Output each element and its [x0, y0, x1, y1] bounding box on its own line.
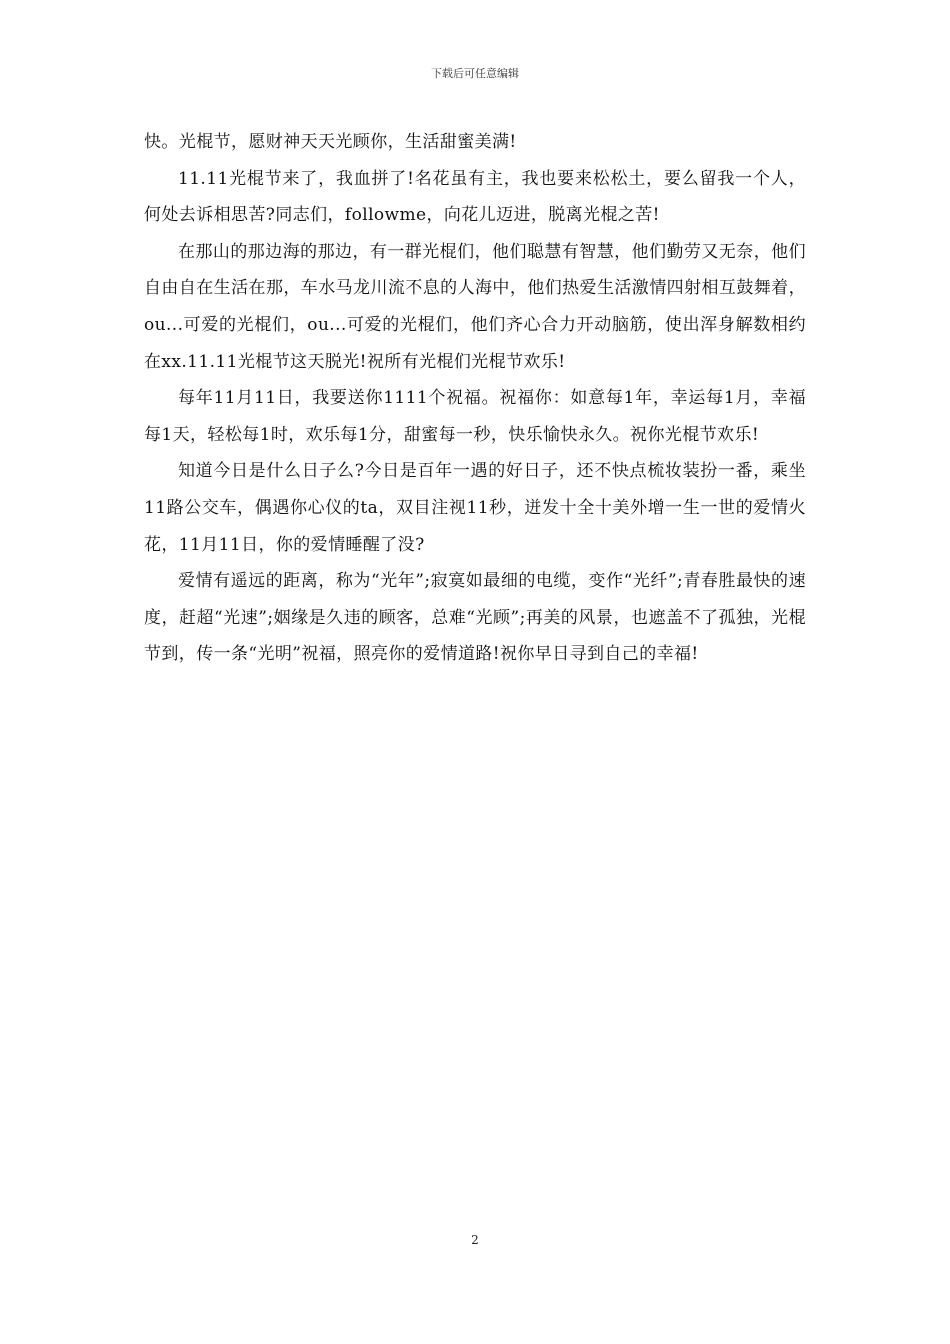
- paragraph: 每年11月11日，我要送你1111个祝福。祝福你：如意每1年，幸运每1月，幸福每1天，轻松每1时，欢乐每1分，甜蜜每一秒，快乐愉快永久。祝你光棍节欢乐!: [144, 388, 806, 445]
- document-body: [144, 124, 806, 673]
- paragraph: 在那山的那边海的那边，有一群光棍们，他们聪慧有智慧，他们勤劳又无奈，他们自由自在生活在那，车水马龙川流不息的人海中，他们热爱生活激情四射相互鼓舞着，ou...可爱的光棍们，ou...可爱的光棍们，他们齐心合力开动脑筋，使出浑身解数相约在xx.11.11光棍节这天脱光!祝所有光棍们光棍节欢乐!: [144, 241, 806, 372]
- paragraph: 知道今日是什么日子么?今日是百年一遇的好日子，还不快点梳妆装扮一番，乘坐11路公交车，偶遇你心仪的ta，双目注视11秒，迸发十全十美外增一生一世的爱情火花，11月11日，你的爱情睡醒了没?: [144, 461, 806, 555]
- paragraph: 爱情有遥远的距离，称为“光年”;寂寞如最细的电缆，变作“光纤”;青春胜最快的速度，赶超“光速”;姻缘是久违的顾客，总难“光顾”;再美的风景，也遮盖不了孤独，光棍节到，传一条“光明”祝福，照亮你的爱情道路!祝你早日寻到自己的幸福!: [144, 571, 806, 665]
- page-number: 2: [471, 1233, 479, 1247]
- page-header: 下载后可任意编辑: [431, 67, 519, 80]
- paragraph: 11.11光棍节来了，我血拼了!名花虽有主，我也要来松松土，要么留我一个人，何处去诉相思苦?同志们，followme，向花儿迈进，脱离光棍之苦!: [144, 168, 806, 226]
- paragraph-continued: 快。光棍节，愿财神天天光顾你，生活甜蜜美满!: [144, 132, 517, 152]
